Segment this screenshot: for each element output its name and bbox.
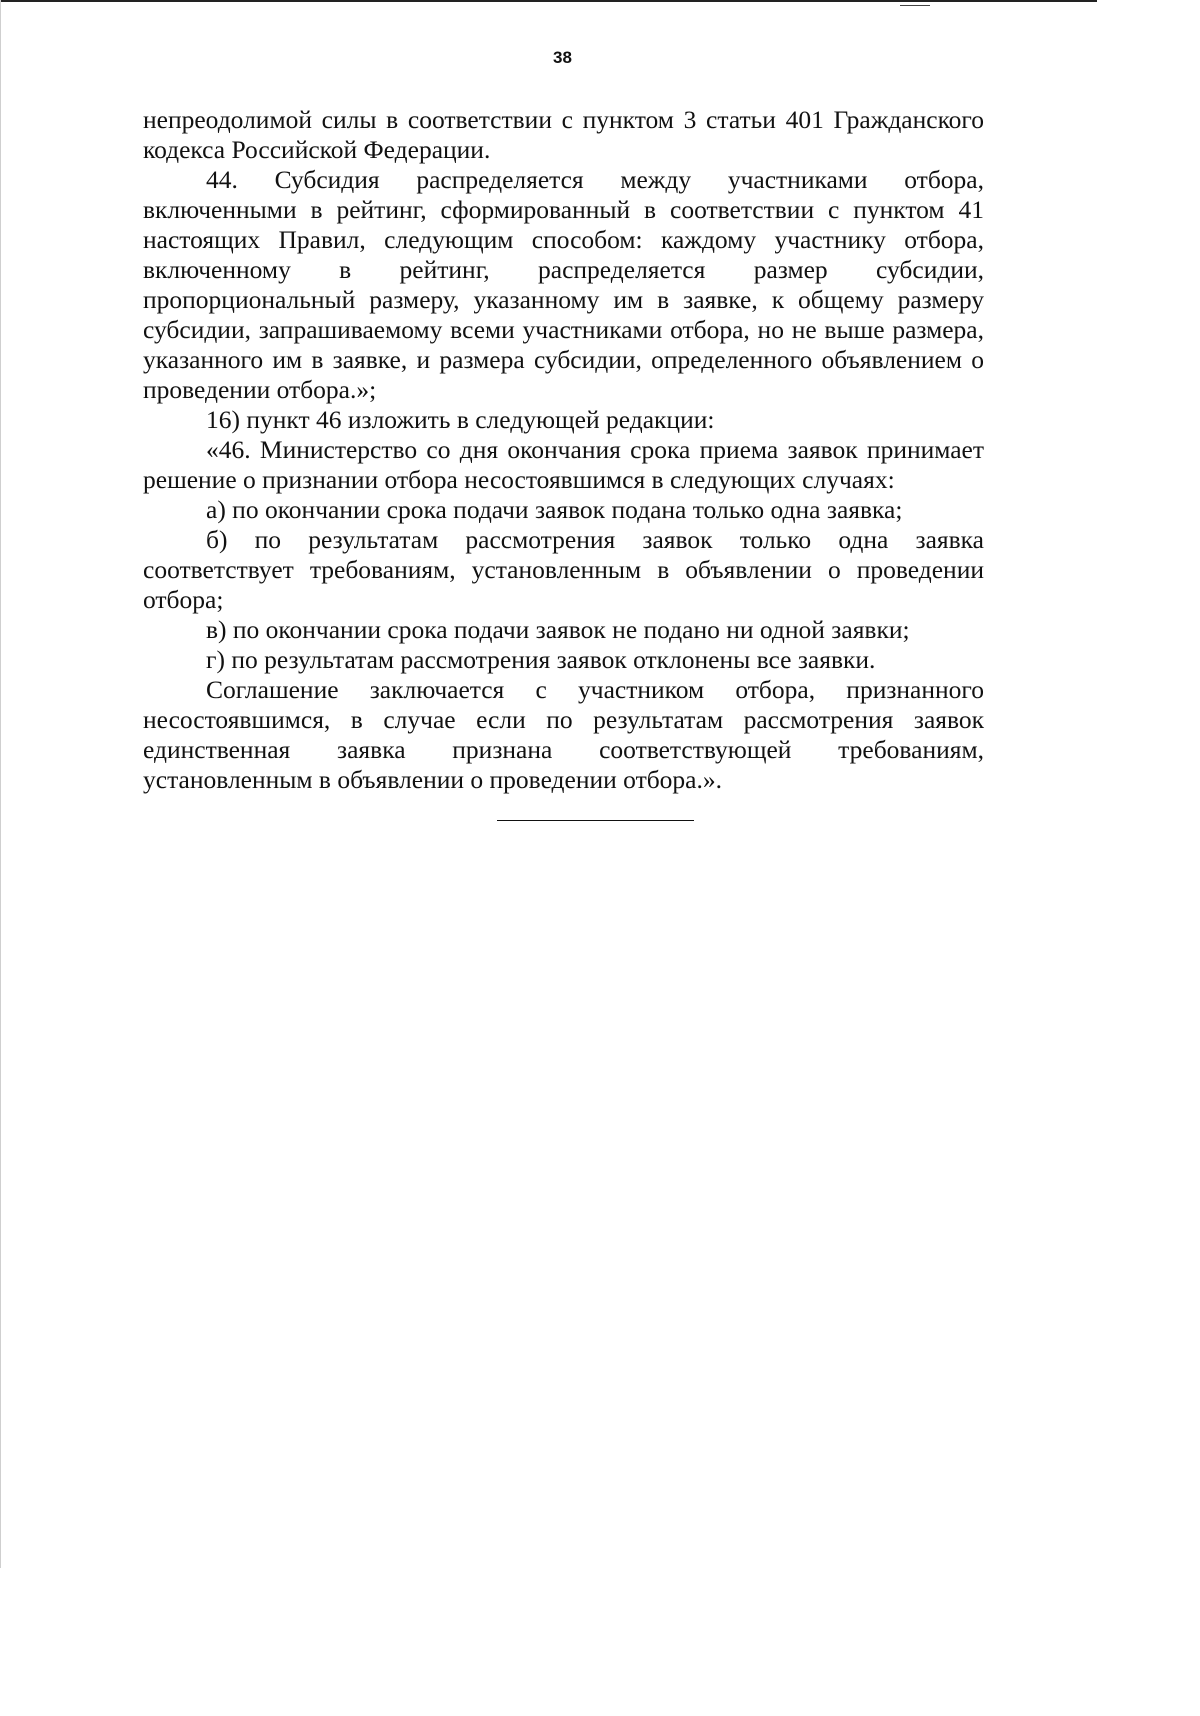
paragraph-subitem-a: а) по окончании срока подачи заявок подана только одна заявка; xyxy=(206,495,903,524)
paragraph-item-44: 44. Субсидия распределяется между участниками отбора, включенными в рейтинг, сформированный в соответствии с пунктом 41 настоящих Правил, следующим способом: каждому участнику отбора, включенному в рейтинг, распределяется размер субсидии, пропорциональный размеру, указанному им в заявке, к общему размеру субсидии, запрашиваемому всеми участниками отбора, но не выше размера, указанного им в заявке, и размера субсидии, определенного объявлением о проведении отбора.»; xyxy=(143,165,984,404)
paragraph-continuation: непреодолимой силы в соответствии с пунктом 3 статьи 401 Гражданского кодекса Российской Федерации. xyxy=(143,105,984,164)
scan-top-edge xyxy=(0,0,1097,2)
paragraph-item-46: «46. Министерство со дня окончания срока приема заявок принимает решение о признании отбора несостоявшимся в следующих случаях: xyxy=(143,435,984,494)
paragraph-subitem-v: в) по окончании срока подачи заявок не подано ни одной заявки; xyxy=(206,615,910,644)
page-number: 38 xyxy=(553,48,572,67)
paragraph-subitem-b: б) по результатам рассмотрения заявок только одна заявка соответствует требованиям, установленным в объявлении о проведении отбора; xyxy=(143,525,984,614)
scan-left-edge xyxy=(0,0,1,1568)
paragraph-amendment-16: 16) пункт 46 изложить в следующей редакции: xyxy=(206,405,715,434)
paragraph-subitem-g: г) по результатам рассмотрения заявок отклонены все заявки. xyxy=(206,645,876,674)
scan-mark xyxy=(900,5,930,6)
document-body xyxy=(143,105,984,795)
closing-separator-line xyxy=(497,820,694,821)
paragraph-agreement: Соглашение заключается с участником отбора, признанного несостоявшимся, в случае если по результатам рассмотрения заявок единственная заявка признана соответствующей требованиям, установленным в объявлении о проведении отбора.». xyxy=(143,675,984,794)
